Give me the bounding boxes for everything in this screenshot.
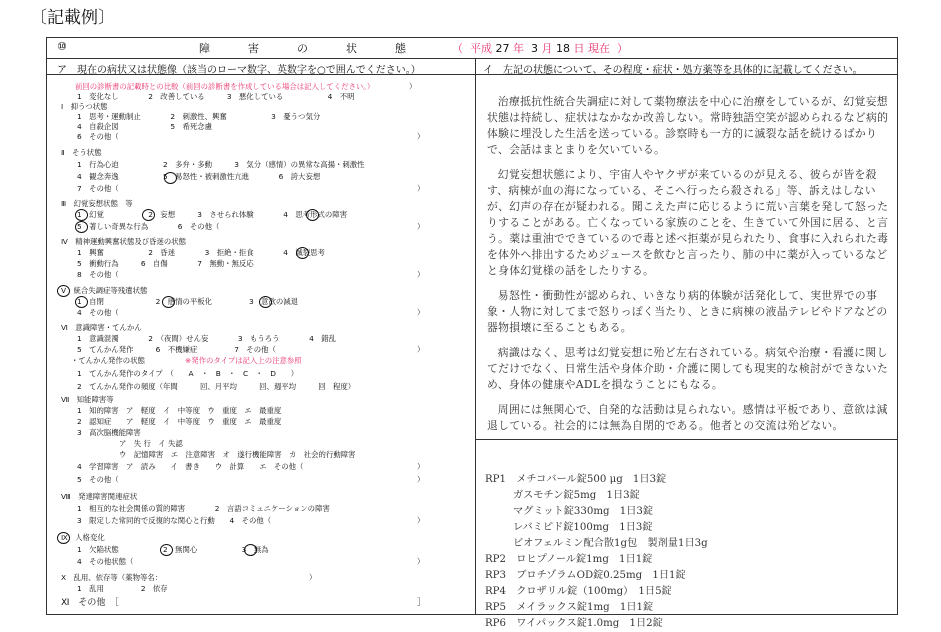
checklist-line: 1 自閉 2 感情の平板化 3 意欲の減退 xyxy=(77,297,299,306)
checklist-line: 7 その他（ xyxy=(77,184,119,193)
category-heading: Ⅱ そう状態 xyxy=(61,148,102,157)
checklist-line: 2 てんかん発作の頻度（年間 回、月平均 回、週平均 回 程度） xyxy=(77,382,356,391)
checklist-line: 1 幻覚 2 妄想 3 させられ体験 4 思考形式の障害 xyxy=(77,210,348,219)
description-paragraph: 易怒性・衝動性が認められ、いきなり病的体験が活発化して、実世界での事象・人物に対してまで怒りっぽく当たり、ときに病棟の液晶テレビやドアなどの器物損壊に至ることもある。 xyxy=(487,289,888,334)
checklist-line: 3 限定した常同的で反復的な関心と行動 4 その他（ xyxy=(77,516,272,525)
checklist-line: ア 失 行 イ 失認 xyxy=(119,439,183,448)
prescription-item: ガスモチン錠5mg 1日3錠 xyxy=(513,490,640,501)
category-heading: Ⅺ その他 ［ xyxy=(61,598,119,608)
selection-circle xyxy=(75,296,88,308)
category-heading: Ⅸ 人格変化 xyxy=(61,533,105,542)
checklist-line: 5 著しい奇異な行為 6 その他（ xyxy=(77,222,220,231)
prescription-item: マグミット錠330mg 1日3錠 xyxy=(513,506,654,517)
description-paragraph: 病識はなく、思考は幻覚妄想に殆ど左右されている。病気や治療・看護に関してだけでなく、日常生活や身体介助・介護に関しても現実的な検討ができないため、身体の健康やADLを損なうことにもなる。 xyxy=(487,346,889,391)
selection-circle xyxy=(57,285,70,297)
checklist-line: 5 衝動行為 6 自傷 7 無動・無反応 xyxy=(77,259,254,268)
checklist-line: 1 てんかん発作のタイプ （ A ・ B ・ C ・ D ） xyxy=(77,369,299,378)
selection-circle xyxy=(160,544,173,556)
checklist-line: 1 知的障害 ア 軽度 イ 中等度 ウ 重度 エ 最重度 xyxy=(77,406,282,415)
category-heading: Ⅴ 統合失調症等残遺状態 xyxy=(61,286,148,295)
prescription-item: ビオフェルミン配合散1g包 製剤量1日3g xyxy=(513,538,708,549)
checklist-line: 1 欠陥状態 2 無関心 3 無為 xyxy=(77,545,269,554)
category-heading: Ⅰ 抑うつ状態 xyxy=(61,102,108,111)
prescription-item: RP3 ブロチゾラムOD錠0.25mg 1日1錠 xyxy=(485,570,686,581)
checklist-line: 3 高次脳機能障害 xyxy=(77,428,141,437)
page-title: 〔記載例〕 xyxy=(30,8,115,28)
checklist-line: 8 その他（ xyxy=(77,270,119,279)
seizure-type-note: ※発作のタイプは記入上の注意参照 xyxy=(185,356,302,365)
selection-circle xyxy=(75,209,88,221)
checklist-line: 4 その他状態（ xyxy=(77,557,134,566)
checklist-line: 5 その他（ xyxy=(77,475,119,484)
category-heading: Ⅶ 知能障害等 xyxy=(61,395,114,404)
selection-circle xyxy=(244,544,257,556)
checklist-line: 5 てんかん発作 6 不機嫌症 7 その他（ xyxy=(77,345,276,354)
selection-circle xyxy=(296,247,309,259)
comparison-note: 前回の診断書の記載時との比較（前回の診断書を作成している場合は記入してください。） xyxy=(75,82,375,91)
description-paragraph: 周囲には無関心で、自発的な活動は見られない。感情は平板であり、意欲は減退している。社会的には無為自閉的である。他者との交流は殆どない。 xyxy=(487,403,888,432)
prescription-item: RP1 メチコバール錠500 μg 1日3錠 xyxy=(485,474,667,485)
section-title: 障害の状態 xyxy=(199,42,444,55)
description-paragraph: 幻覚妄想状態により、宇宙人やヤクザが来ているのが見える、彼らが皆を殺す、病棟が血の海になっている、そこへ行ったら殺される」等、訴えはしないが、幻声の存在が疑われる。聞こえた声に応じるように荒い言葉を発して怒ったりすることがある。亡くなっている家族のことを、生きていて外国に居る、と言う。薬は重油でできているので毒と述べ拒薬が見られたり、食事に入れられた毒を体外へ排出するためジュースを飲むと言ったり、肺の中に薬が入っているなどと身体幻覚様の話をしたりする。 xyxy=(487,168,889,277)
selection-circle xyxy=(164,172,177,184)
section-number: ⑩ xyxy=(57,40,67,53)
disability-form: ⑩ 障害の状態 （ 平成 27 年 3 月 18 日 現在 ） ア 現在の病状又は状態像（該当のローマ数字、英数字を○で囲んでください。） イ 左記の状態について、その程度・症状・処方薬等を具体的に記載してください。 前回の診断書の記載時との比較（前回の診断書を作成している場合は記入してください。） ） 1 変化なし 2 改善している 3 悪化している 4 不明 Ⅰ 抑うつ状態 1 思考・運動制止 2 刺激性、興奮 3 憂うつ気分 4 自殺企図 5 希死念慮 6 その他（ ） Ⅱ そう状態 1 行為心迫 2 多弁・多動 3 気分（感情）の異常な高揚・刺激性 4 観念奔逸 5 易怒性・被刺激性亢進 6 誇大妄想 7 その他（ ） Ⅲ 幻覚妄想状態 等 1 幻覚 2 妄想 3 させられ体験 4 思考形式の障害 5 著しい奇異な行為 6 その他（ ） Ⅳ 精神運動興奮状態及び昏迷の状態 1 興奮 2 昏迷 3 拒絶・拒食 4 滅裂思考 5 衝動行為 6 自傷 7 無動・無反応 8 その他（ ） Ⅴ 統合失調症等残遺状態 1 自閉 2 感情の平板化 3 意欲の減退 4 その他（ ） Ⅵ 意識障害・てんかん 1 意識混濁 2 （夜間）せん妄 3 もうろう 4 錯乱 5 てんかん発作 6 不機嫌症 7 その他（ ） ・てんかん発作の状態 ※発作のタイプは記入上の注意参照 1 てんかん発作のタイプ （ A ・ B ・ C ・ D ） 2 てんかん発作の頻度（年間 回、月平均 回、週平均 回 程度） Ⅶ 知能障害等 1 知的障害 ア 軽度 イ 中等度 ウ 重度 エ 最重度 2 認知症 ア 軽度 イ 中等度 ウ 重度 エ 最重度 3 高次脳機能障害 ア 失 行 イ 失認 ウ 記憶障害 エ 注意障害 オ 遂行機能障害 カ 社会的行動障害 4 学習障害 ア 読み イ 書き ウ 計算 エ その他（ ） 5 その他（ ） Ⅷ 発達障害関連症状 1 相互的な社会関係の質的障害 2 言語コミュニケーションの障害 3 限定した常同的で反復的な関心と行動 4 その他（ ） Ⅸ 人格変化 1 欠陥状態 2 無関心 3 無為 4 その他状態（ ） Ⅹ 乱用、依存等（薬物等名： ） 1 乱用 2 依存 Ⅺ その他 ［ ］ 治療抵抗性統合失調症に対して薬物療法を中心に治療をしているが、幻覚妄想状態は持続し、症状はなかなか改善しない。常時独語空笑が認められるなど病的体験に埋没した生活を送っている。診察時も一方的に滅裂な話を続けるばかりで、会話はまとまりを欠いている。 幻覚妄想状態により、宇宙人やヤクザが来ているのが見える、彼らが皆を殺す、病棟が血の海になっている、そこへ行ったら殺される」等、訴えはしないが、幻声の存在が疑われる。聞こえた声に応じるように荒い言葉を発して怒ったりすることがある。亡くなっている家族のことを、生きていて外国に居る、と言う。薬は重油でできているので毒と述べ拒薬が見られたり、食事に入れられた毒を体外へ排出するためジュースを飲むと言ったり、肺の中に薬が入っているなどと身体幻覚様の話をしたりする。 易怒性・衝動性が認められ、いきなり病的体験が活発化して、実世界での事象・人物に対してまで怒りっぽく当たり、ときに病棟の液晶テレビやドアなどの器物損壊に至ることもある。 病識はなく、思考は幻覚妄想に殆ど左右されている。病気や治療・看護に関してだけでなく、日常生活や身体介助・介護に関しても現実的な検討ができないため、身体の健康やADLを損なうことにもなる。 周囲には無関心で、自発的な活動は見られない。感情は平板であり、意欲は減退している。社会的には無為自閉的である。他者との交流は殆どない。 RP1 メチコバール錠500 μg 1日3錠 ガスモチン錠5mg 1日3錠 マグミット錠330mg 1日3錠 レバミピド錠100mg 1日3錠 ビオフェルミン配合散1g包 製剤量1日3g RP2 ロヒプノール錠1mg 1日1錠 RP3 ブロチゾラムOD錠0.25mg 1日1錠 RP4 クロザリル錠（100mg） 1日5錠 RP5 メイラックス錠1mg 1日1錠 RP6 ワイパックス錠1.0mg 1日2錠 xyxy=(46,37,898,615)
left-column-heading: ア 現在の病状又は状態像（該当のローマ数字、英数字を○で囲んでください。） xyxy=(57,65,421,76)
selection-circle xyxy=(306,209,319,221)
description-paragraph: 治療抵抗性統合失調症に対して薬物療法を中心に治療をしているが、幻覚妄想状態は持続し、症状はなかなか改善しない。常時独語空笑が認められるなど病的体験に埋没した生活を送っている。診察時も一方的に滅裂な話を続けるばかりで、会話はまとまりを欠いている。 xyxy=(487,95,889,156)
checklist-line: 1 乱用 2 依存 xyxy=(77,584,168,593)
right-column-heading: イ 左記の状態について、その程度・症状・処方薬等を具体的に記載してください。 xyxy=(483,65,863,76)
checklist-line: 1 相互的な社会関係の質的障害 2 言語コミュニケーションの障害 xyxy=(77,504,330,513)
comparison-options: 1 変化なし 2 改善している 3 悪化している 4 不明 xyxy=(77,92,355,101)
checklist-line: 1 意識混濁 2 （夜間）せん妄 3 もうろう 4 錯乱 xyxy=(77,334,337,343)
prescription-item: レバミピド錠100mg 1日3錠 xyxy=(513,522,653,533)
checklist-line: 4 観念奔逸 5 易怒性・被刺激性亢進 6 誇大妄想 xyxy=(77,172,321,181)
category-heading: Ⅲ 幻覚妄想状態 等 xyxy=(61,199,133,208)
checklist-line: 4 自殺企図 5 希死念慮 xyxy=(77,122,213,131)
checklist-line: 4 学習障害 ア 読み イ 書き ウ 計算 エ その他（ xyxy=(77,462,304,471)
category-heading: Ⅵ 意識障害・てんかん xyxy=(61,323,142,332)
prescription-list xyxy=(475,38,899,629)
checklist-line: 4 その他（ xyxy=(77,308,119,317)
checklist-line: 6 その他（ xyxy=(77,132,119,141)
selection-circle xyxy=(162,296,175,308)
prescription-item: RP4 クロザリル錠（100mg） 1日5錠 xyxy=(485,586,672,597)
selection-circle xyxy=(75,221,88,233)
category-heading: Ⅹ 乱用、依存等（薬物等名： xyxy=(61,573,163,582)
report-date: （ 平成 27 年 3 月 18 日 現在 ） xyxy=(452,42,628,55)
checklist-line: 1 興奮 2 昏迷 3 拒絶・拒食 4 滅裂思考 xyxy=(77,248,325,257)
selection-circle xyxy=(259,296,272,308)
checklist-line: 1 行為心迫 2 多弁・多動 3 気分（感情）の異常な高揚・刺激性 xyxy=(77,160,365,169)
checklist-line: ウ 記憶障害 エ 注意障害 オ 遂行機能障害 カ 社会的行動障害 xyxy=(119,450,356,459)
prescription-item: RP6 ワイパックス錠1.0mg 1日2錠 xyxy=(485,618,663,629)
prescription-item: RP5 メイラックス錠1mg 1日1錠 xyxy=(485,602,654,613)
checklist-line: 1 思考・運動制止 2 刺激性、興奮 3 憂うつ気分 xyxy=(77,112,321,121)
selection-circle xyxy=(142,209,155,221)
checklist-line: ・てんかん発作の状態 xyxy=(71,356,145,365)
category-heading: Ⅳ 精神運動興奮状態及び昏迷の状態 xyxy=(61,237,187,246)
prescription-item: RP2 ロヒプノール錠1mg 1日1錠 xyxy=(485,554,653,565)
checklist-line: 2 認知症 ア 軽度 イ 中等度 ウ 重度 エ 最重度 xyxy=(77,417,282,426)
selection-circle xyxy=(57,532,70,544)
category-heading: Ⅷ 発達障害関連症状 xyxy=(61,492,138,501)
